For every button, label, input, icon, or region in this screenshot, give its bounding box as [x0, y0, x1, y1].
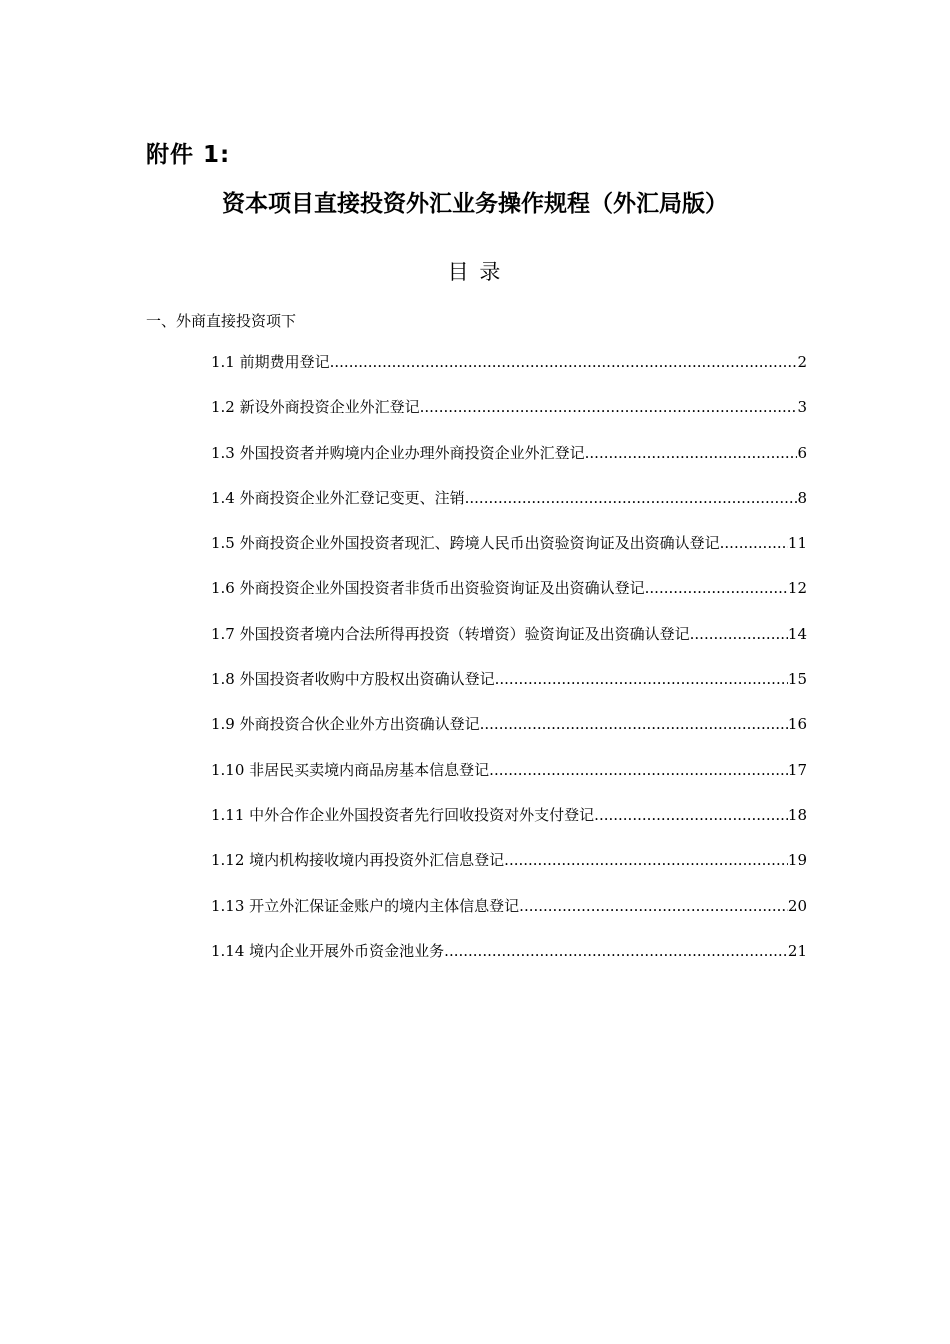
- attachment-label: 附件 1:: [146, 142, 231, 168]
- toc-entry[interactable]: [211, 848, 807, 893]
- toc-entry[interactable]: [211, 486, 807, 531]
- toc-entry-page-number: 14: [787, 624, 807, 643]
- toc-entry[interactable]: [211, 758, 807, 803]
- toc-entry-page-number: 2: [797, 353, 807, 371]
- toc-entry-page-number: 21: [787, 941, 807, 960]
- toc-entry-title: 1.9 外商投资合伙企业外方出资确认登记: [211, 715, 480, 734]
- toc-entry-page-number: 3: [797, 398, 807, 417]
- toc-entry-page-number: 18: [787, 805, 807, 824]
- toc-section-heading: 一、外商直接投资项下: [146, 312, 297, 330]
- toc-dot-leader: [519, 894, 788, 918]
- toc-dot-leader: [585, 441, 798, 465]
- toc-dot-leader: [420, 395, 798, 419]
- toc-entry-title: 1.11 中外合作企业外国投资者先行回收投资对外支付登记: [211, 805, 595, 824]
- toc-entry-title: 1.14 境内企业开展外币资金池业务: [211, 941, 445, 960]
- toc-dot-leader: [480, 712, 788, 736]
- toc-dot-leader: [330, 350, 798, 374]
- toc-entry-title: 1.6 外商投资企业外国投资者非货币出资验资询证及出资确认登记: [211, 579, 645, 598]
- toc-heading: 目 录: [447, 260, 503, 284]
- toc-entry-title: 1.4 外商投资企业外汇登记变更、注销: [211, 488, 465, 507]
- toc-entry-page-number: 19: [787, 851, 807, 870]
- toc-dot-leader: [504, 848, 788, 872]
- toc-entry-title: 1.3 外国投资者并购境内企业办理外商投资企业外汇登记: [211, 443, 585, 462]
- toc-entry[interactable]: [211, 531, 807, 576]
- document-title: 资本项目直接投资外汇业务操作规程（外汇局版）: [222, 191, 728, 217]
- toc-entry[interactable]: [211, 441, 807, 486]
- toc-entry[interactable]: [211, 667, 807, 712]
- toc-entry-page-number: 16: [787, 715, 807, 734]
- toc-entry[interactable]: [211, 803, 807, 848]
- toc-dot-leader: [444, 939, 788, 963]
- toc-entry-title: 1.1 前期费用登记: [211, 353, 330, 371]
- toc-entry-page-number: 12: [787, 579, 807, 598]
- toc-entry-page-number: 20: [787, 896, 807, 915]
- toc-entry-page-number: 11: [787, 534, 807, 553]
- toc-entry-page-number: 6: [797, 443, 807, 462]
- toc-entry[interactable]: [211, 622, 807, 667]
- toc-entry[interactable]: [211, 712, 807, 757]
- toc-entry-page-number: 17: [787, 760, 807, 779]
- toc-entry[interactable]: [211, 576, 807, 621]
- toc-entry[interactable]: [211, 894, 807, 939]
- toc-entry-title: 1.2 新设外商投资企业外汇登记: [211, 398, 420, 417]
- toc-entry-title: 1.13 开立外汇保证金账户的境内主体信息登记: [211, 896, 520, 915]
- toc-dot-leader: [690, 622, 788, 646]
- toc-dot-leader: [495, 667, 788, 691]
- toc-entry-page-number: 15: [787, 670, 807, 689]
- toc-dot-leader: [645, 576, 788, 600]
- toc-dot-leader: [720, 531, 788, 555]
- toc-entry-title: 1.7 外国投资者境内合法所得再投资（转增资）验资询证及出资确认登记: [211, 624, 690, 643]
- toc-entry[interactable]: [211, 939, 807, 984]
- toc-dot-leader: [465, 486, 798, 510]
- toc-entry-title: 1.5 外商投资企业外国投资者现汇、跨境人民币出资验资询证及出资确认登记: [211, 534, 720, 553]
- toc-dot-leader: [594, 803, 788, 827]
- toc-entry-page-number: 8: [797, 488, 807, 507]
- toc-entry-title: 1.12 境内机构接收境内再投资外汇信息登记: [211, 851, 505, 870]
- toc-entry[interactable]: [211, 350, 807, 395]
- toc-entry[interactable]: [211, 395, 807, 440]
- toc-dot-leader: [489, 758, 788, 782]
- toc-entry-title: 1.8 外国投资者收购中方股权出资确认登记: [211, 670, 495, 689]
- toc-list: [211, 350, 807, 984]
- toc-entry-title: 1.10 非居民买卖境内商品房基本信息登记: [211, 760, 490, 779]
